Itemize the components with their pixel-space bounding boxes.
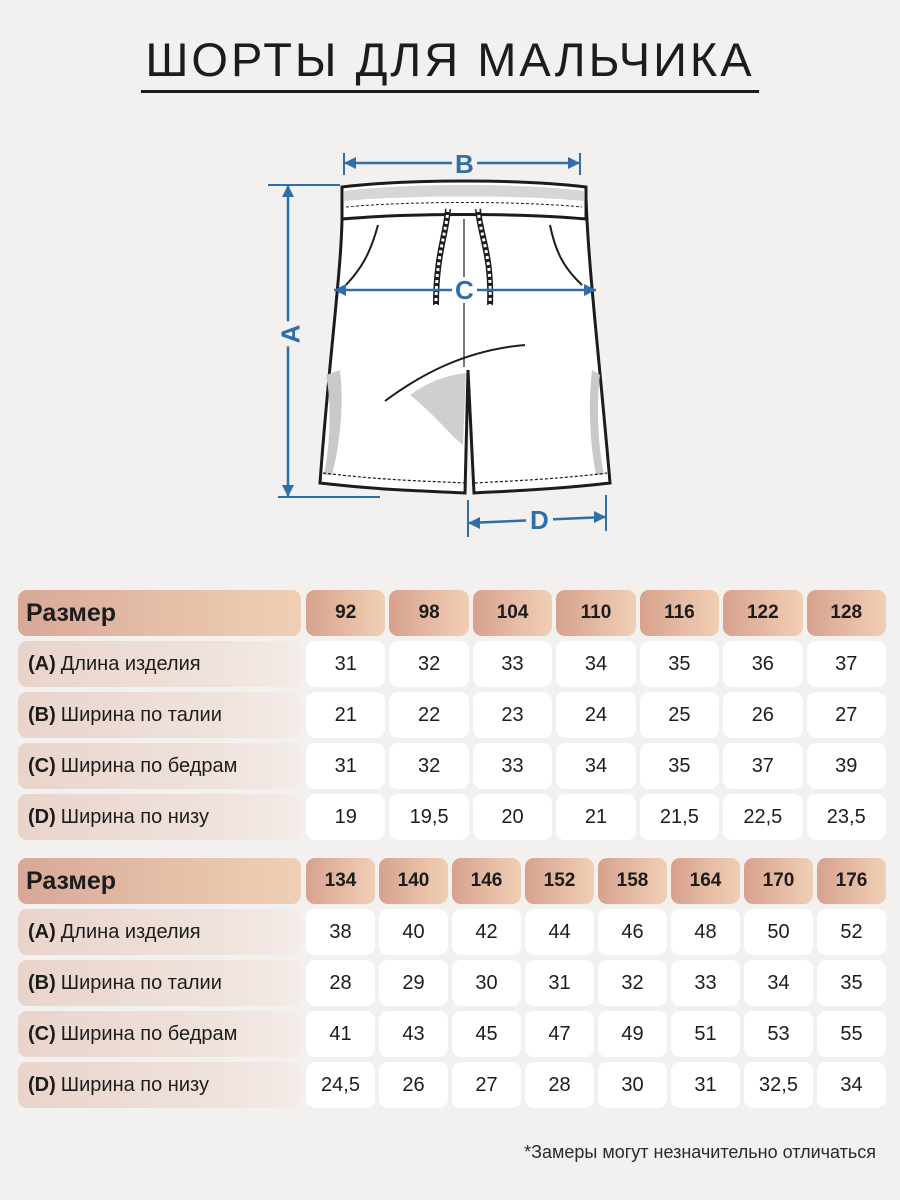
table-cell: 48 — [671, 909, 740, 955]
table-cell: 43 — [379, 1011, 448, 1057]
table-cell: 47 — [525, 1011, 594, 1057]
table-cell: 41 — [306, 1011, 375, 1057]
label-c: C — [452, 277, 477, 303]
table-cell: 50 — [744, 909, 813, 955]
size-header-cell: 92 — [306, 590, 385, 636]
size-header-cell: 104 — [473, 590, 552, 636]
table-cell: 30 — [452, 960, 521, 1006]
table-cell: 21 — [556, 794, 635, 840]
size-header-cell: 134 — [306, 858, 375, 904]
table-cell: 37 — [723, 743, 802, 789]
table-cell: 35 — [640, 743, 719, 789]
table-cell: 25 — [640, 692, 719, 738]
table-cell: 31 — [525, 960, 594, 1006]
table-cell: 38 — [306, 909, 375, 955]
row-label — [18, 909, 301, 955]
table-row — [18, 1062, 886, 1108]
table-cell: 35 — [817, 960, 886, 1006]
size-table-1 — [18, 590, 886, 845]
size-header-cell: 158 — [598, 858, 667, 904]
row-code: (C) — [28, 754, 56, 777]
row-code: (B) — [28, 703, 56, 726]
row-name: Ширина по бедрам — [60, 754, 238, 777]
row-label — [18, 743, 301, 789]
table-row — [18, 960, 886, 1006]
table-cell: 32 — [389, 641, 468, 687]
page-title-text: ШОРТЫ ДЛЯ МАЛЬЧИКА — [141, 34, 758, 93]
table-cell: 29 — [379, 960, 448, 1006]
row-name: Длина изделия — [60, 920, 201, 943]
row-label — [18, 641, 301, 687]
row-label — [18, 692, 301, 738]
table-cell: 53 — [744, 1011, 813, 1057]
table-cell: 45 — [452, 1011, 521, 1057]
label-a: A — [277, 322, 303, 347]
table-cell: 34 — [556, 743, 635, 789]
table-cell: 24 — [556, 692, 635, 738]
row-name: Ширина по талии — [60, 703, 222, 726]
row-code: (D) — [28, 1073, 56, 1096]
table-cell: 21,5 — [640, 794, 719, 840]
label-d: D — [526, 507, 553, 533]
size-table-2 — [18, 858, 886, 1113]
table-header-row — [18, 858, 886, 904]
row-label — [18, 1062, 301, 1108]
table-cell: 46 — [598, 909, 667, 955]
size-header-label: Размер — [18, 858, 301, 904]
table-row — [18, 692, 886, 738]
size-header-cell: 170 — [744, 858, 813, 904]
size-header-cell: 152 — [525, 858, 594, 904]
table-row — [18, 641, 886, 687]
table-cell: 52 — [817, 909, 886, 955]
table-cell: 28 — [525, 1062, 594, 1108]
table-cell: 49 — [598, 1011, 667, 1057]
row-code: (D) — [28, 805, 56, 828]
table-cell: 34 — [817, 1062, 886, 1108]
table-header-row — [18, 590, 886, 636]
size-header-cell: 128 — [807, 590, 886, 636]
table-cell: 51 — [671, 1011, 740, 1057]
row-label — [18, 794, 301, 840]
table-cell: 33 — [473, 743, 552, 789]
label-b: B — [452, 151, 477, 177]
size-header-label: Размер — [18, 590, 301, 636]
table-row — [18, 743, 886, 789]
row-name: Ширина по талии — [60, 971, 222, 994]
row-code: (C) — [28, 1022, 56, 1045]
table-cell: 37 — [807, 641, 886, 687]
shorts-illustration — [260, 145, 620, 545]
size-header-cell: 140 — [379, 858, 448, 904]
table-cell: 22 — [389, 692, 468, 738]
table-cell: 42 — [452, 909, 521, 955]
table-cell: 27 — [452, 1062, 521, 1108]
size-header-cell: 122 — [723, 590, 802, 636]
table-cell: 19,5 — [389, 794, 468, 840]
table-row — [18, 909, 886, 955]
table-row — [18, 1011, 886, 1057]
table-cell: 20 — [473, 794, 552, 840]
footnote: *Замеры могут незначительно отличаться — [524, 1142, 876, 1162]
table-cell: 31 — [671, 1062, 740, 1108]
row-label — [18, 1011, 301, 1057]
row-name: Ширина по низу — [60, 805, 209, 828]
table-cell: 26 — [723, 692, 802, 738]
table-cell: 19 — [306, 794, 385, 840]
table-row — [18, 794, 886, 840]
table-cell: 33 — [671, 960, 740, 1006]
table-cell: 55 — [817, 1011, 886, 1057]
row-code: (A) — [28, 652, 56, 675]
table-cell: 32,5 — [744, 1062, 813, 1108]
table-cell: 32 — [598, 960, 667, 1006]
table-cell: 24,5 — [306, 1062, 375, 1108]
row-code: (B) — [28, 971, 56, 994]
shorts-diagram — [260, 145, 620, 545]
table-cell: 27 — [807, 692, 886, 738]
row-code: (A) — [28, 920, 56, 943]
table-cell: 23 — [473, 692, 552, 738]
table-cell: 34 — [556, 641, 635, 687]
page-title — [0, 34, 900, 93]
table-cell: 23,5 — [807, 794, 886, 840]
table-cell: 39 — [807, 743, 886, 789]
size-header-cell: 164 — [671, 858, 740, 904]
table-cell: 32 — [389, 743, 468, 789]
size-header-cell: 116 — [640, 590, 719, 636]
table-cell: 40 — [379, 909, 448, 955]
row-name: Длина изделия — [60, 652, 201, 675]
size-header-cell: 98 — [389, 590, 468, 636]
size-header-cell: 176 — [817, 858, 886, 904]
table-cell: 21 — [306, 692, 385, 738]
table-cell: 28 — [306, 960, 375, 1006]
row-name: Ширина по бедрам — [60, 1022, 238, 1045]
table-cell: 30 — [598, 1062, 667, 1108]
row-name: Ширина по низу — [60, 1073, 209, 1096]
table-cell: 44 — [525, 909, 594, 955]
table-cell: 31 — [306, 743, 385, 789]
size-header-cell: 146 — [452, 858, 521, 904]
table-cell: 36 — [723, 641, 802, 687]
table-cell: 26 — [379, 1062, 448, 1108]
table-cell: 34 — [744, 960, 813, 1006]
table-cell: 22,5 — [723, 794, 802, 840]
size-header-cell: 110 — [556, 590, 635, 636]
table-cell: 33 — [473, 641, 552, 687]
table-cell: 31 — [306, 641, 385, 687]
row-label — [18, 960, 301, 1006]
table-cell: 35 — [640, 641, 719, 687]
